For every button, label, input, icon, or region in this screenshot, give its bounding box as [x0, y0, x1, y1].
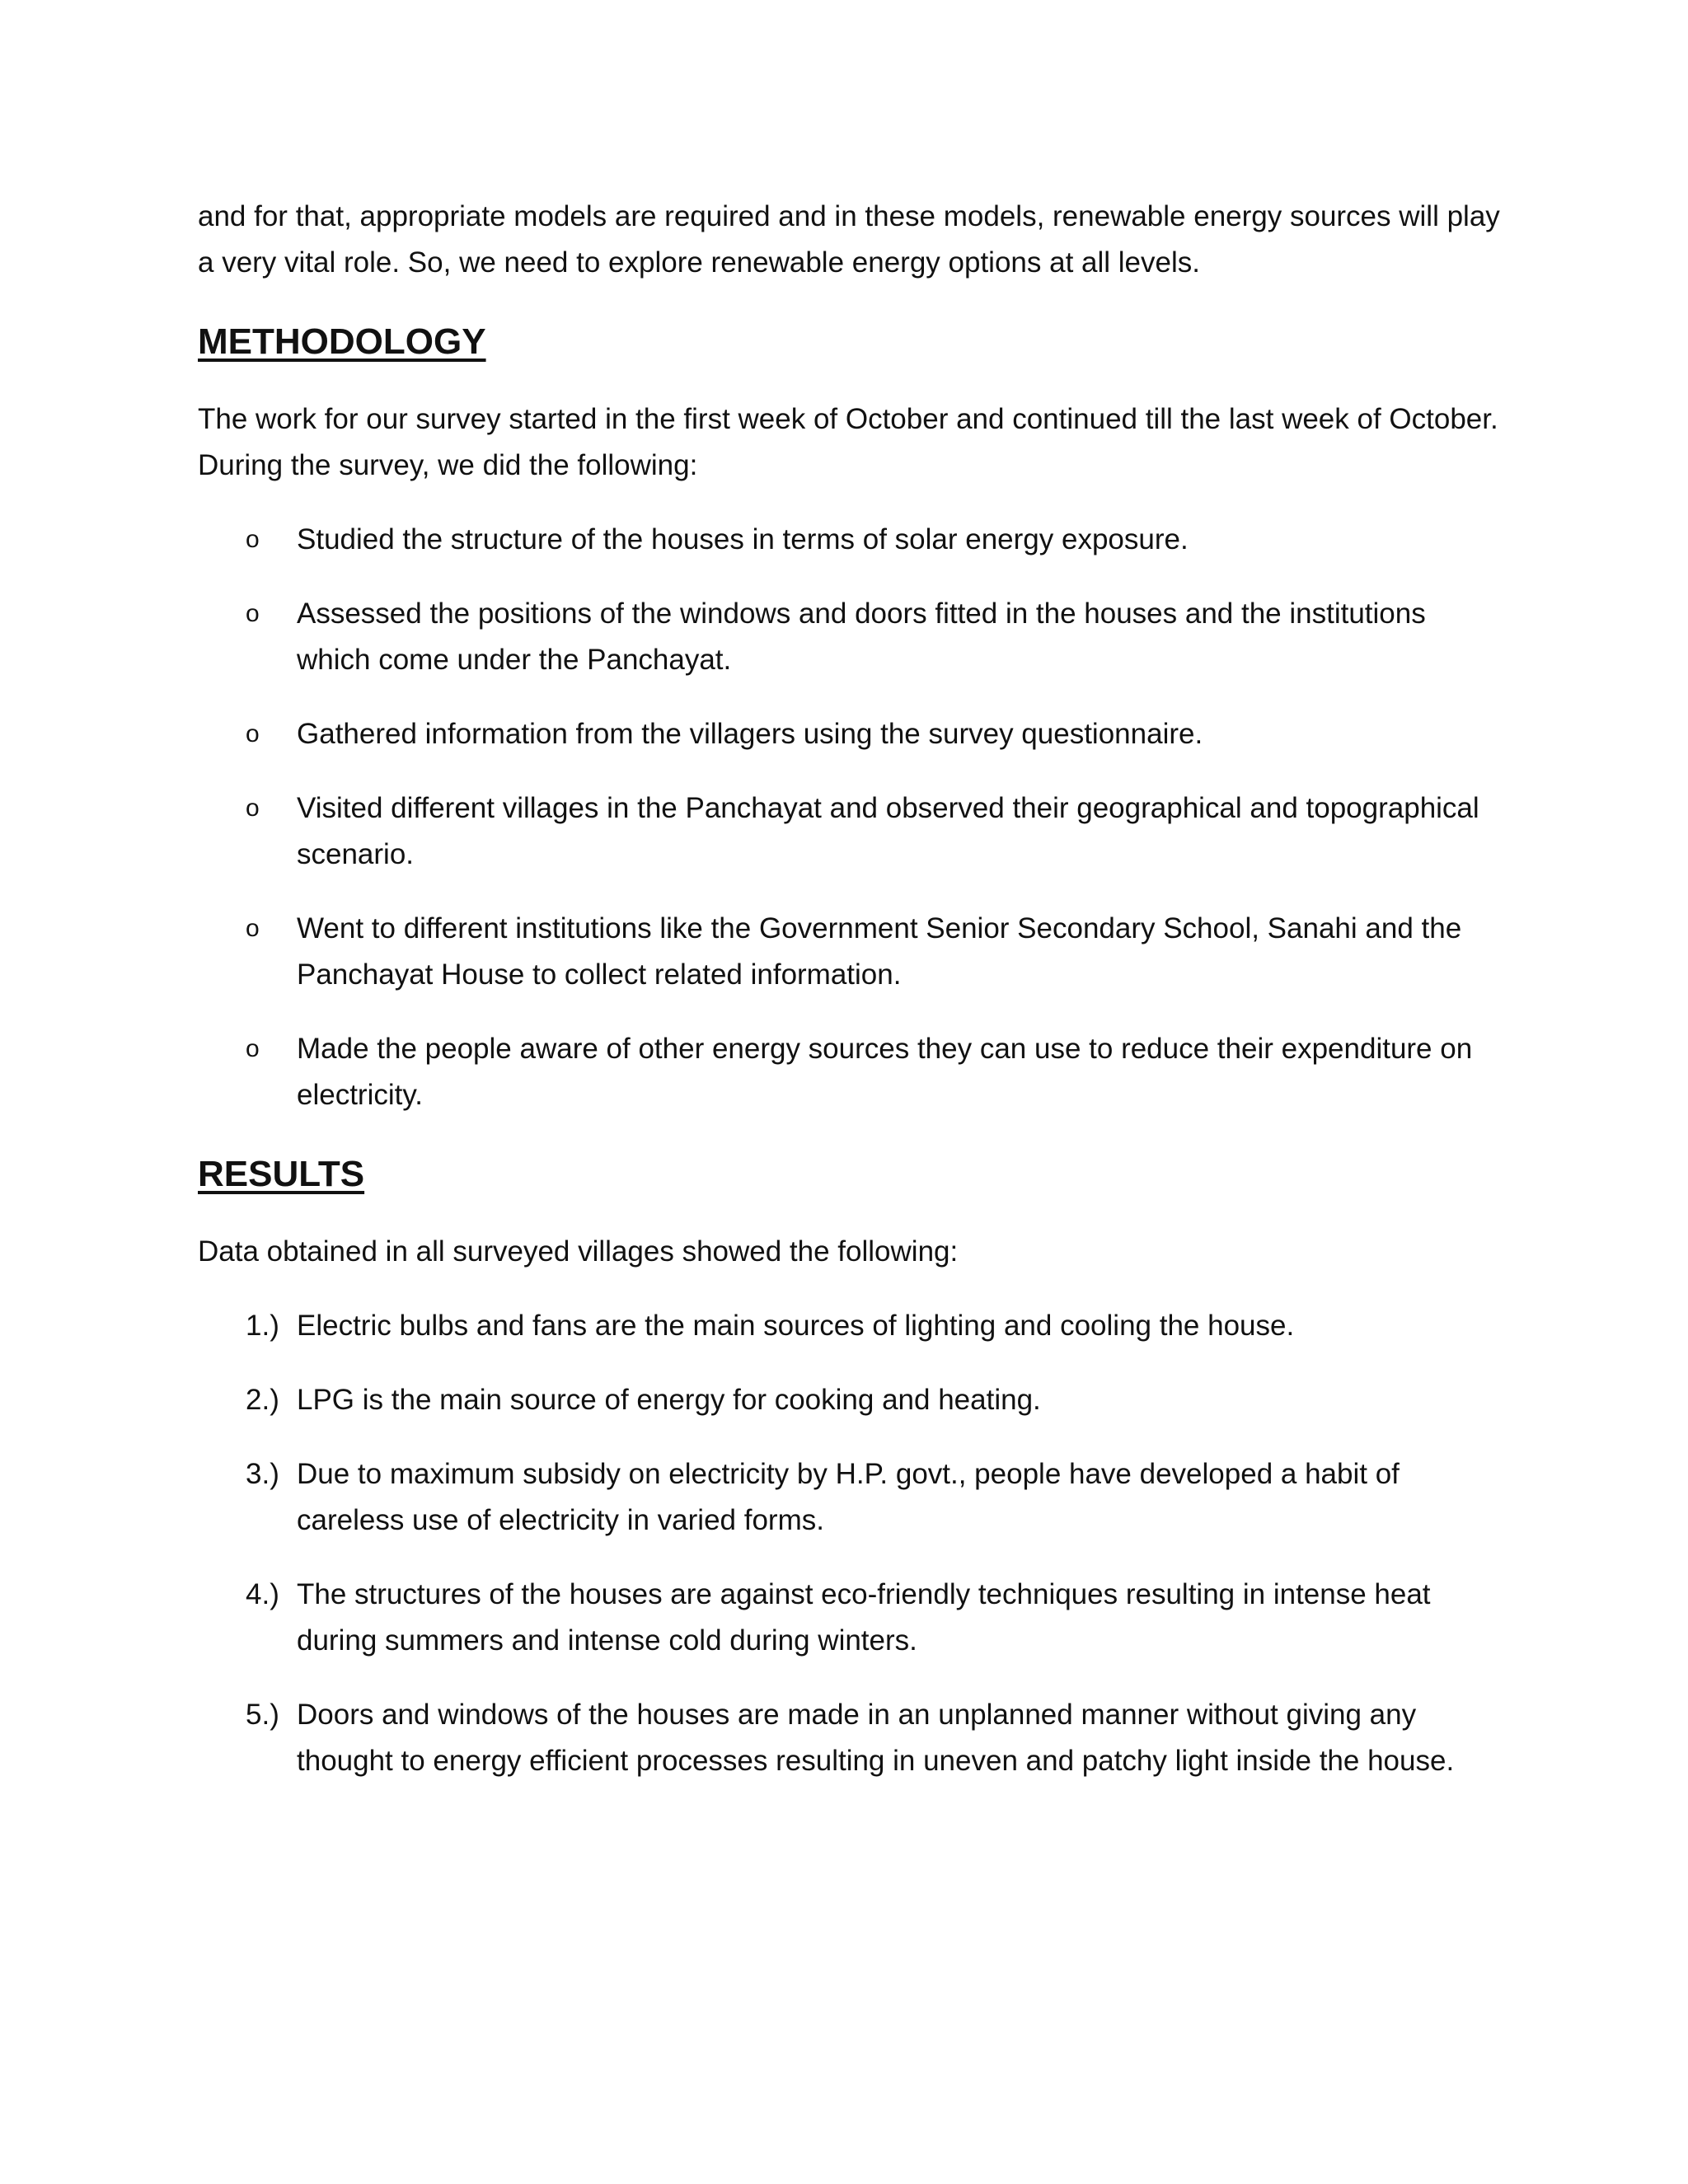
bullet-icon: o — [246, 794, 260, 822]
results-list — [198, 1303, 1500, 1784]
bullet-icon: o — [246, 915, 260, 942]
list-number: 2.) — [246, 1384, 279, 1416]
list-item — [198, 517, 1500, 563]
list-item — [198, 1026, 1500, 1118]
document-page — [198, 194, 1500, 1816]
list-item — [198, 1692, 1500, 1784]
methodology-list — [198, 517, 1500, 1118]
bullet-icon: o — [246, 526, 260, 553]
methodology-heading: METHODOLOGY — [198, 321, 486, 362]
list-item-text: The structures of the houses are against eco-friendly techniques resulting in intense heat during summers and intense cold during winters. — [297, 1578, 1431, 1657]
methodology-intro: The work for our survey started in the first week of October and continued till the last week of October. During the survey, we did the following: — [198, 403, 1498, 481]
list-item-text: Visited different villages in the Panchayat and observed their geographical and topographical scenario. — [297, 792, 1479, 870]
list-item — [198, 1377, 1500, 1423]
bullet-icon: o — [246, 720, 260, 748]
list-item-text: Due to maximum subsidy on electricity by H.P. govt., people have developed a habit of careless use of electricity in varied forms. — [297, 1458, 1400, 1536]
list-number: 3.) — [246, 1458, 279, 1490]
list-item — [198, 711, 1500, 757]
list-item-text: Made the people aware of other energy sources they can use to reduce their expenditure on electricity. — [297, 1033, 1473, 1111]
results-intro: Data obtained in all surveyed villages showed the following: — [198, 1235, 959, 1268]
list-item — [198, 1572, 1500, 1664]
intro-paragraph: and for that, appropriate models are required and in these models, renewable energy sources will play a very vital role. So, we need to explore renewable energy options at all levels. — [198, 200, 1500, 279]
list-number: 1.) — [246, 1310, 279, 1342]
list-number: 4.) — [246, 1578, 279, 1610]
list-item-text: Went to different institutions like the Government Senior Secondary School, Sanahi and the Panchayat House to collect related information. — [297, 912, 1462, 991]
bullet-icon: o — [246, 600, 260, 627]
list-item-text: Electric bulbs and fans are the main sources of lighting and cooling the house. — [297, 1310, 1295, 1342]
list-item — [198, 785, 1500, 878]
bullet-icon: o — [246, 1035, 260, 1062]
list-item-text: Doors and windows of the houses are made in an unplanned manner without giving any thought to energy efficient processes resulting in uneven and patchy light inside the house. — [297, 1699, 1455, 1777]
list-number: 5.) — [246, 1699, 279, 1731]
list-item — [198, 591, 1500, 683]
list-item-text: LPG is the main source of energy for cooking and heating. — [297, 1384, 1041, 1416]
list-item-text: Studied the structure of the houses in terms of solar energy exposure. — [297, 523, 1189, 555]
list-item — [198, 906, 1500, 998]
results-heading: RESULTS — [198, 1154, 365, 1194]
list-item-text: Gathered information from the villagers using the survey questionnaire. — [297, 718, 1203, 750]
list-item-text: Assessed the positions of the windows and doors fitted in the houses and the institutions which come under the Panchayat. — [297, 598, 1426, 676]
list-item — [198, 1451, 1500, 1544]
list-item — [198, 1303, 1500, 1349]
